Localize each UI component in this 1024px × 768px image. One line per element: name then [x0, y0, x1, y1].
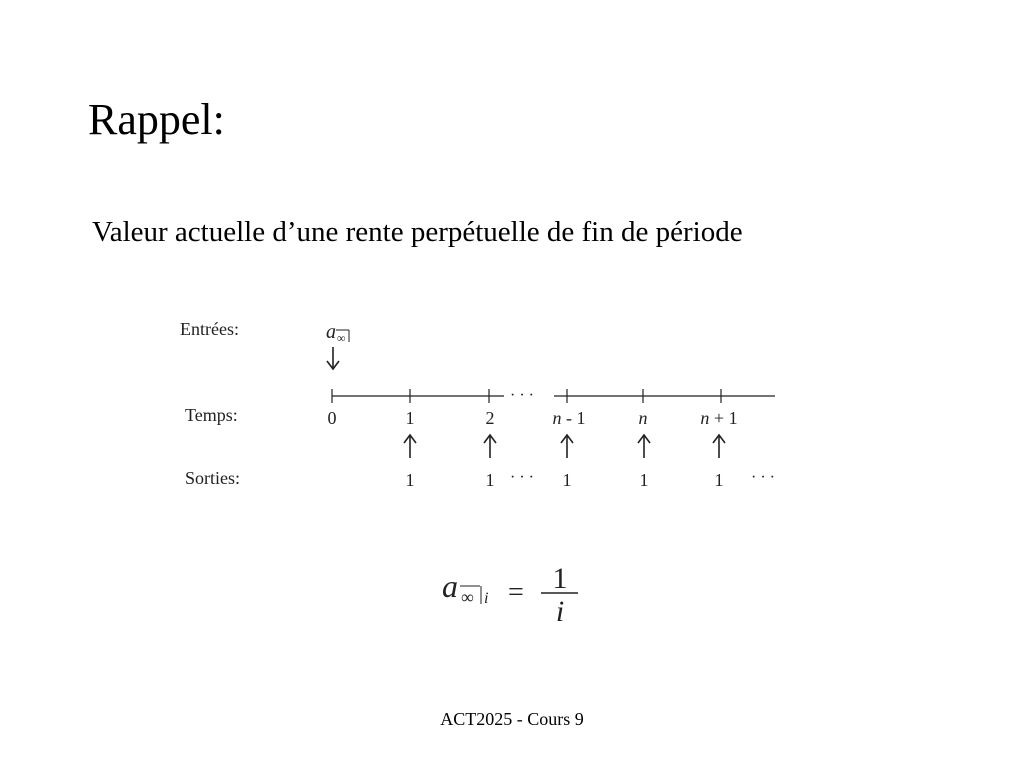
- entree-symbol-a: a: [326, 321, 336, 343]
- sorties-ellipsis-end: · · ·: [751, 469, 775, 486]
- formula-numerator: 1: [552, 562, 568, 595]
- entree-annuity-symbol: [326, 321, 349, 345]
- time-label-1: 1: [405, 408, 415, 428]
- time-label-n-minus-1-n: n: [552, 408, 562, 428]
- arrow-up-icon: [638, 435, 650, 458]
- arrow-up-icon: [404, 435, 416, 458]
- time-label-n-plus-1-rest: + 1: [709, 408, 738, 428]
- entree-symbol-subscript: ∞: [337, 331, 346, 345]
- label-temps: Temps:: [185, 405, 238, 425]
- sortie-value-5: 1: [714, 470, 724, 490]
- label-sorties: Sorties:: [185, 468, 241, 488]
- formula-symbol-a: a: [442, 568, 458, 604]
- formula-equals: =: [508, 577, 524, 608]
- sortie-value-4: 1: [639, 470, 649, 490]
- time-label-n-plus-1-n: n: [700, 408, 710, 428]
- arrow-up-icon: [713, 435, 725, 458]
- time-axis-ellipsis: · · ·: [510, 387, 534, 404]
- perpetuity-formula: [442, 562, 578, 628]
- label-entrees: Entrées:: [180, 319, 239, 339]
- time-axis: [332, 389, 775, 403]
- time-label-n-minus-1-rest: - 1: [561, 408, 586, 428]
- slide-footer: ACT2025 - Cours 9: [440, 709, 584, 729]
- arrow-down-icon: [327, 347, 339, 369]
- formula-subscript-rate: i: [484, 590, 489, 607]
- slide-title: Rappel:: [88, 95, 225, 144]
- sortie-value-2: 1: [485, 470, 495, 490]
- arrow-up-icon: [484, 435, 496, 458]
- time-label-2: 2: [485, 408, 495, 428]
- time-label-n-minus-1: [553, 408, 586, 428]
- time-label-0: 0: [327, 408, 337, 428]
- formula-subscript-infinity: ∞: [461, 587, 474, 607]
- time-label-n: n: [638, 408, 648, 428]
- sortie-value-3: 1: [562, 470, 572, 490]
- formula-denominator: i: [555, 595, 565, 628]
- arrow-up-icon: [561, 435, 573, 458]
- sorties-ellipsis-middle: · · ·: [510, 469, 534, 486]
- time-label-n-plus-1: [700, 408, 737, 428]
- slide-subtitle: Valeur actuelle d’une rente perpétuelle de fin de période: [92, 216, 743, 248]
- sortie-value-1: 1: [405, 470, 415, 490]
